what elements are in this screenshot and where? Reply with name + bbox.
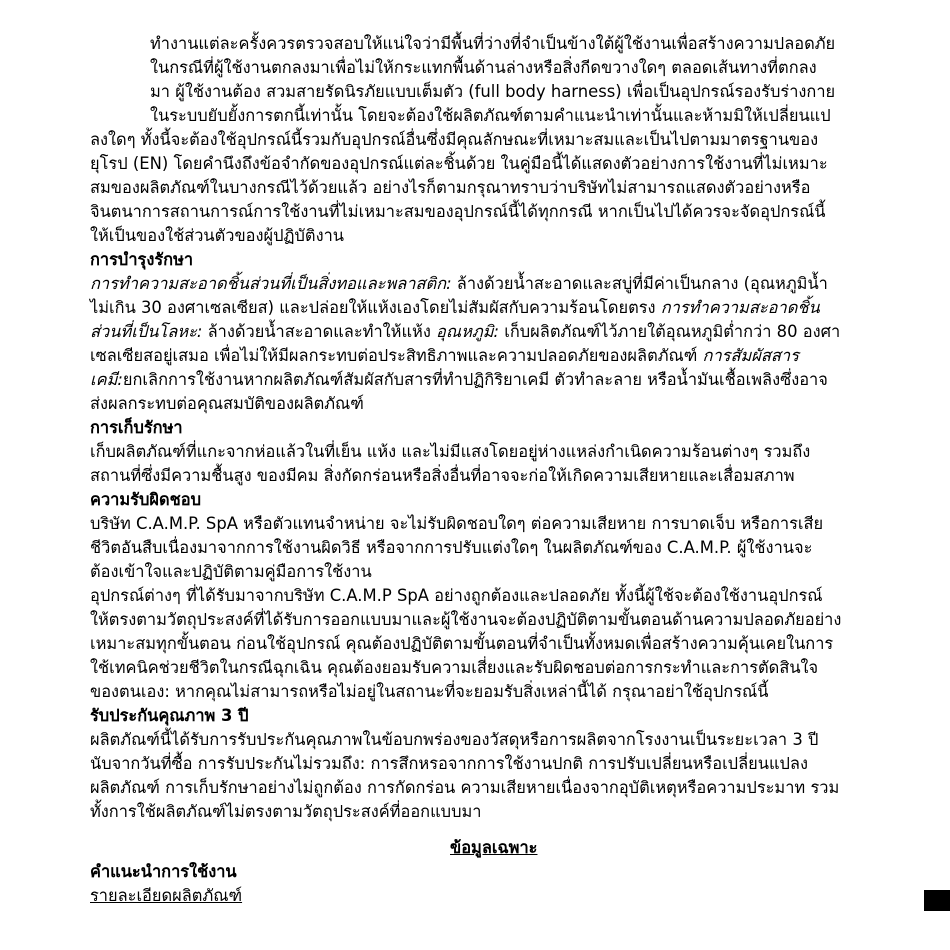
storage-line-2: สถานที่ซึ่งมีความชื้นสูง ของมีคม สิ่งกัดกร่อนหรือสิ่งอื่นที่อาจจะก่อให้เกิดความเสียหายและเสื่อมสภาพ: [90, 466, 795, 485]
maintenance-line-1: [90, 274, 828, 294]
maintenance-text: ไม่เกิน 30 องศาเซลเซียส) และปล่อยให้แห้งเองโดยไม่สัมผัสกับความร้อนโดยตรง: [90, 298, 661, 317]
specs-heading: ข้อมูลเฉพาะ: [450, 838, 538, 857]
liability-line-1: บริษัท C.A.M.P. SpA หรือตัวแทนจำหน่าย จะไม่รับผิดชอบใดๆ ต่อความเสียหาย การบาดเจ็บ หรือการเสีย: [90, 514, 824, 533]
intro-line-3: มา ผู้ใช้งานต้อง สวมสายรัดนิรภัยแบบเต็มตัว (full body harness) เพื่อเป็นอุปกรณ์รองรับร่างกาย: [150, 82, 836, 101]
cleaning-textile-label: การทำความสะอาดชิ้นส่วนที่เป็นสิ่งทอและพลาสติก:: [90, 274, 452, 293]
instructions-heading: คำแนะนำการใช้งาน: [90, 862, 237, 881]
intro-line-6: ยุโรป (EN) โดยคำนึงถึงข้อจำกัดของอุปกรณ์แต่ละชิ้นด้วย ในคู่มือนี้ได้แสดงตัวอย่างการใช้งานที่ไม่เหมาะ: [90, 154, 828, 173]
maintenance-line-2: [90, 298, 820, 318]
warranty-line-4: ทั้งการใช้ผลิตภัณฑ์ไม่ตรงตามวัตถุประสงค์ที่ออกแบบมา: [90, 802, 482, 821]
maintenance-line-6: ส่งผลกระทบต่อคุณสมบัติของผลิตภัณฑ์: [90, 394, 364, 413]
page-edge-marker: [924, 890, 950, 911]
maintenance-text: ล้างด้วยน้ำสะอาดและสบู่ที่มีค่าเป็นกลาง (อุณหภูมิน้ำ: [451, 274, 828, 293]
liability-line-5: ให้ตรงตามวัตถุประสงค์ที่ได้รับการออกแบบมาและผู้ใช้งานจะต้องปฏิบัติตามขั้นตอนด้านความปลอดภัยอย่าง: [90, 610, 842, 629]
liability-heading: ความรับผิดชอบ: [90, 490, 202, 509]
intro-line-7: สมของผลิตภัณฑ์ในบางกรณีไว้ด้วยแล้ว อย่างไรก็ตามกรุณาทราบว่าบริษัทไม่สามารถแสดงตัวอย่างหรือ: [90, 178, 811, 197]
liability-line-4: อุปกรณ์ต่างๆ ที่ได้รับมาจากบริษัท C.A.M.P SpA อย่างถูกต้องและปลอดภัย ทั้งนี้ผู้ใช้จะต้องใช้งานอุปกรณ์: [90, 586, 823, 605]
warranty-line-2: นับจากวันที่ซื้อ การรับประกันไม่รวมถึง: การสึกหรอจากการใช้งานปกติ การปรับเปลี่ยนหรือเปลี่ยนแปลง: [90, 754, 808, 773]
warranty-line-3: ผลิตภัณฑ์ การเก็บรักษาอย่างไม่ถูกต้อง การกัดกร่อน ความเสียหายเนื่องจากอุบัติเหตุหรือความประมาท รวม: [90, 778, 840, 797]
cleaning-metal-label-cont: ส่วนที่เป็นโลหะ:: [90, 322, 203, 341]
maintenance-line-5: [90, 370, 828, 390]
liability-line-6: เหมาะสมทุกขั้นตอน ก่อนใช้อุปกรณ์ คุณต้องปฏิบัติตามขั้นตอนที่จำเป็นทั้งหมดเพื่อสร้างความคุ้นเคยในการ: [90, 634, 834, 653]
chemical-contact-label: การสัมผัสสาร: [702, 346, 799, 365]
intro-line-1: ทำงานแต่ละครั้งควรตรวจสอบให้แน่ใจว่ามีพื้นที่ว่างที่จำเป็นข้างใต้ผู้ใช้งานเพื่อสร้างความปลอดภัย: [150, 34, 836, 53]
liability-line-8: ของตนเอง: หากคุณไม่สามารถหรือไม่อยู่ในสถานะที่จะยอมรับสิ่งเหล่านี้ได้ กรุณาอย่าใช้อุปกรณ์นี้: [90, 682, 769, 701]
intro-line-5: ลงใดๆ ทั้งนี้จะต้องใช้อุปกรณ์นี้รวมกับอุปกรณ์อื่นซึ่งมีคุณลักษณะที่เหมาะสมและเป็นไปตามมาตรฐานของ: [90, 130, 819, 149]
liability-line-2: ชีวิตอันสืบเนื่องมาจากการใช้งานผิดวิธี หรือจากการปรับแต่งใดๆ ในผลิตภัณฑ์ของ C.A.M.P. ผู้ใช้งานจะ: [90, 538, 813, 557]
warranty-heading: รับประกันคุณภาพ 3 ปี: [90, 706, 249, 725]
warranty-line-1: ผลิตภัณฑ์นี้ได้รับการรับประกันคุณภาพในข้อบกพร่องของวัสดุหรือการผลิตจากโรงงานเป็นระยะเวลา 3 ปี: [90, 730, 819, 749]
intro-line-2: ในกรณีที่ผู้ใช้งานตกลงมาเพื่อไม่ให้กระแทกพื้นด้านล่างหรือสิ่งกีดขวางใดๆ ตลอดเส้นทางที่ตกลง: [150, 58, 817, 77]
chemical-contact-label-cont: เคมี:: [90, 370, 123, 389]
temperature-label: อุณหภูมิ:: [436, 322, 500, 341]
product-details-link[interactable]: รายละเอียดผลิตภัณฑ์: [90, 886, 243, 905]
maintenance-text: ล้างด้วยน้ำสะอาดและทำให้แห้ง: [202, 322, 437, 341]
intro-line-8: จินตนาการสถานการณ์การใช้งานที่ไม่เหมาะสมของอุปกรณ์นี้ได้ทุกกรณี หากเป็นไปได้ควรจะจัดอุปกรณ์นี้: [90, 202, 826, 221]
maintenance-text: เก็บผลิตภัณฑ์ไว้ภายใต้อุณหภูมิต่ำกว่า 80 องศา: [499, 322, 841, 341]
maintenance-line-4: [90, 346, 799, 366]
maintenance-text: เซลเซียสอยู่เสมอ เพื่อไม่ให้มีผลกระทบต่อประสิทธิภาพและความปลอดภัยของผลิตภัณฑ์: [90, 346, 703, 365]
storage-heading: การเก็บรักษา: [90, 418, 183, 437]
maintenance-line-3: [90, 322, 840, 342]
liability-line-3: ต้องเข้าใจและปฏิบัติตามคู่มือการใช้งาน: [90, 562, 372, 581]
maintenance-heading: การบำรุงรักษา: [90, 250, 194, 269]
liability-line-7: ใช้เทคนิคช่วยชีวิตในกรณีฉุกเฉิน คุณต้องยอมรับความเสี่ยงและรับผิดชอบต่อการกระทำและการตัดสินใจ: [90, 658, 819, 677]
intro-line-9: ให้เป็นของใช้ส่วนตัวของผู้ปฏิบัติงาน: [90, 226, 344, 245]
intro-line-4: ในระบบยับยั้งการตกนี้เท่านั้น โดยจะต้องใช้ผลิตภัณฑ์ตามคำแนะนำเท่านั้นและห้ามมิให้เปลี่ยนแป: [150, 106, 831, 125]
cleaning-metal-label: การทำความสะอาดชิ้น: [660, 298, 820, 317]
storage-line-1: เก็บผลิตภัณฑ์ที่แกะจากห่อแล้วในที่เย็น แห้ง และไม่มีแสงโดยอยู่ห่างแหล่งกำเนิดความร้อนต่างๆ รวมถึง: [90, 442, 811, 461]
maintenance-text: ยกเลิกการใช้งานหากผลิตภัณฑ์สัมผัสกับสารที่ทำปฏิกิริยาเคมี ตัวทำละลาย หรือน้ำมันเชื้อเพลิงซึ่งอาจ: [122, 370, 828, 389]
